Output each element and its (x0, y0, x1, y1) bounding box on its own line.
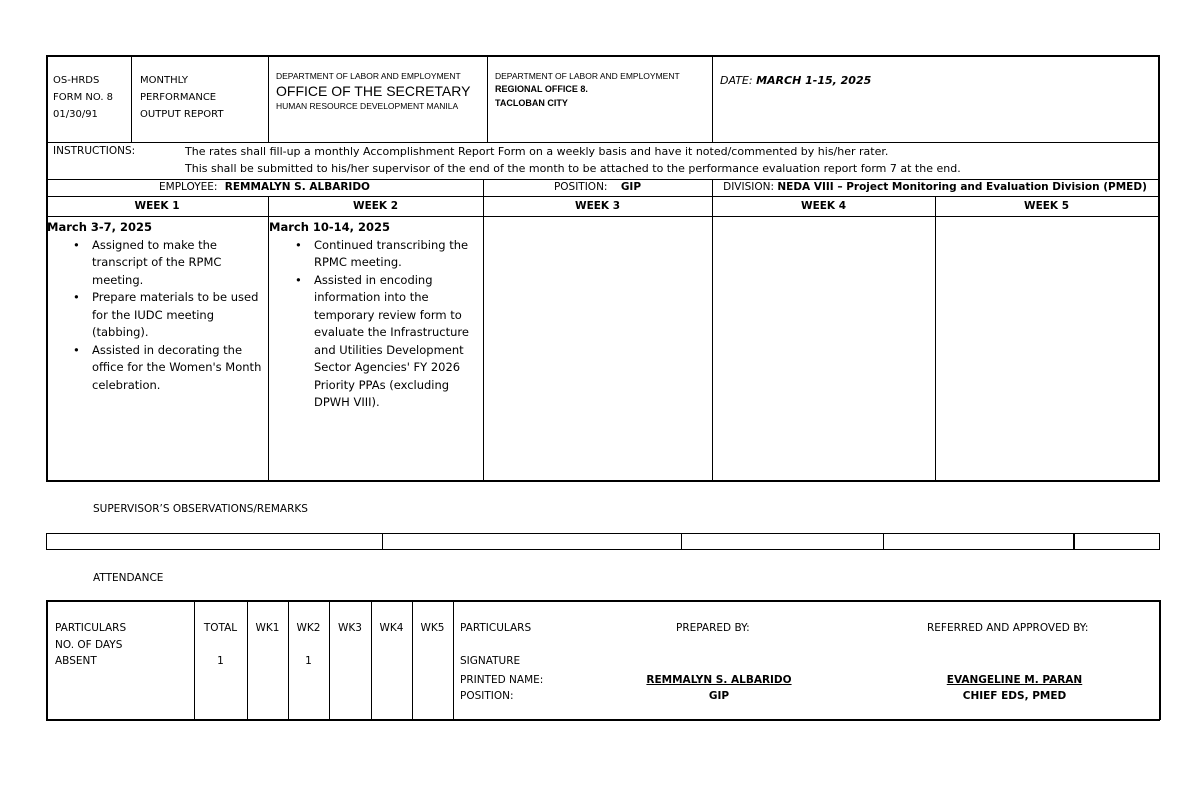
signature-label: SIGNATURE (460, 655, 521, 667)
report-title: MONTHLY PERFORMANCE OUTPUT REPORT (140, 75, 224, 120)
instructions-line-1: The rates shall fill-up a monthly Accomplishment Report Form on a weekly basis and have it noted/commented by his/her rater. (185, 145, 889, 158)
week-2-header: WEEK 2 (352, 200, 399, 212)
date-value: MARCH 1-15, 2025 (756, 74, 872, 87)
regional-department-line: DEPARTMENT OF LABOR AND EMPLOYMENT (495, 71, 680, 81)
position-label: POSITION: (460, 690, 514, 702)
division-cell (712, 179, 1158, 196)
regional-office: REGIONAL OFFICE 8. (495, 84, 588, 94)
department-line: DEPARTMENT OF LABOR AND EMPLOYMENT (276, 71, 461, 81)
division-value: NEDA VIII – Project Monitoring and Evaluation Division (PMED) (777, 181, 1147, 193)
employee-label: EMPLOYEE: (159, 181, 218, 193)
department-regional-block (495, 70, 711, 110)
employee-name: REMMALYN S. ALBARIDO (224, 181, 370, 193)
week-2-list (269, 237, 477, 412)
instructions-line-2: This shall be submitted to his/her supervisor of the end of the month to be attached to the performance evaluation report form 7 at the end. (185, 162, 961, 175)
prepared-by-name: REMMALYN S. ALBARIDO (646, 674, 792, 686)
col-wk4-header: WK4 (379, 622, 404, 634)
prepared-by-position: GIP (708, 690, 730, 702)
week-2-cell (269, 219, 481, 412)
date-label: DATE: (720, 74, 753, 87)
attendance-label: ATTENDANCE (93, 572, 164, 584)
regional-city: TACLOBAN CITY (495, 98, 568, 108)
list-item: • Assisted in encoding information into the temporary review form to evaluate the Infrastructure and Utilities Development Sector Agencies' FY 2026 Priority PPAs (excluding DPWH VIII). (289, 272, 477, 412)
form-code-block (53, 72, 131, 123)
employee-cell (46, 179, 483, 196)
position-label: POSITION: (553, 181, 608, 193)
attendance-row-label-2: ABSENT (55, 655, 97, 667)
approved-by-label: REFERRED AND APPROVED BY: (927, 622, 1089, 634)
col-total-header: TOTAL (203, 622, 238, 634)
position-cell (483, 179, 712, 196)
absent-wk2-value: 1 (305, 655, 312, 667)
signature-particulars-header: PARTICULARS (460, 622, 532, 634)
approved-by-position: CHIEF EDS, PMED (962, 690, 1067, 702)
week-1-cell (47, 219, 265, 394)
supervisor-remarks-label: SUPERVISOR’S OBSERVATIONS/REMARKS (93, 503, 308, 515)
form-code: OS-HRDS (53, 75, 100, 86)
absent-total-value: 1 (217, 655, 224, 667)
form-number: FORM NO. 8 (53, 92, 114, 103)
division-label: DIVISION: (723, 181, 775, 193)
attendance-row-label-1: NO. OF DAYS (55, 638, 123, 651)
prepared-by-label: PREPARED BY: (676, 622, 750, 634)
department-central-block (276, 70, 486, 112)
list-item: • Continued transcribing the RPMC meeting. (289, 237, 477, 272)
list-item: • Assigned to make the transcript of the RPMC meeting. (67, 237, 265, 290)
list-item: • Prepare materials to be used for the IUDC meeting (tabbing). (67, 289, 265, 342)
week-4-header: WEEK 4 (800, 200, 847, 212)
col-wk3-header: WK3 (338, 622, 362, 634)
week-1-header: WEEK 1 (134, 200, 180, 212)
col-wk5-header: WK5 (420, 622, 445, 634)
approved-by-name: EVANGELINE M. PARAN (946, 674, 1083, 686)
report-date (720, 72, 871, 89)
attendance-particulars-header: PARTICULARS (55, 622, 127, 634)
week-2-dates: March 10-14, 2025 (269, 220, 391, 234)
week-3-header: WEEK 3 (574, 200, 621, 212)
instructions-label: INSTRUCTIONS: (53, 145, 136, 157)
office-subtitle: HUMAN RESOURCE DEVELOPMENT MANILA (276, 101, 459, 111)
office-title: OFFICE OF THE SECRETARY (276, 83, 471, 99)
position-value: GIP (620, 181, 642, 193)
signature-particulars-block (460, 620, 544, 702)
week-1-list (47, 237, 265, 395)
attendance-particulars (55, 620, 126, 670)
col-wk2-header: WK2 (296, 622, 321, 634)
week-5-header: WEEK 5 (1023, 200, 1070, 212)
list-item: • Assisted in decorating the office for the Women's Month celebration. (67, 342, 265, 395)
printed-name-label: PRINTED NAME: (460, 674, 544, 686)
col-wk1-header: WK1 (255, 622, 280, 634)
form-date: 01/30/91 (53, 109, 98, 120)
week-1-dates: March 3-7, 2025 (47, 220, 153, 234)
